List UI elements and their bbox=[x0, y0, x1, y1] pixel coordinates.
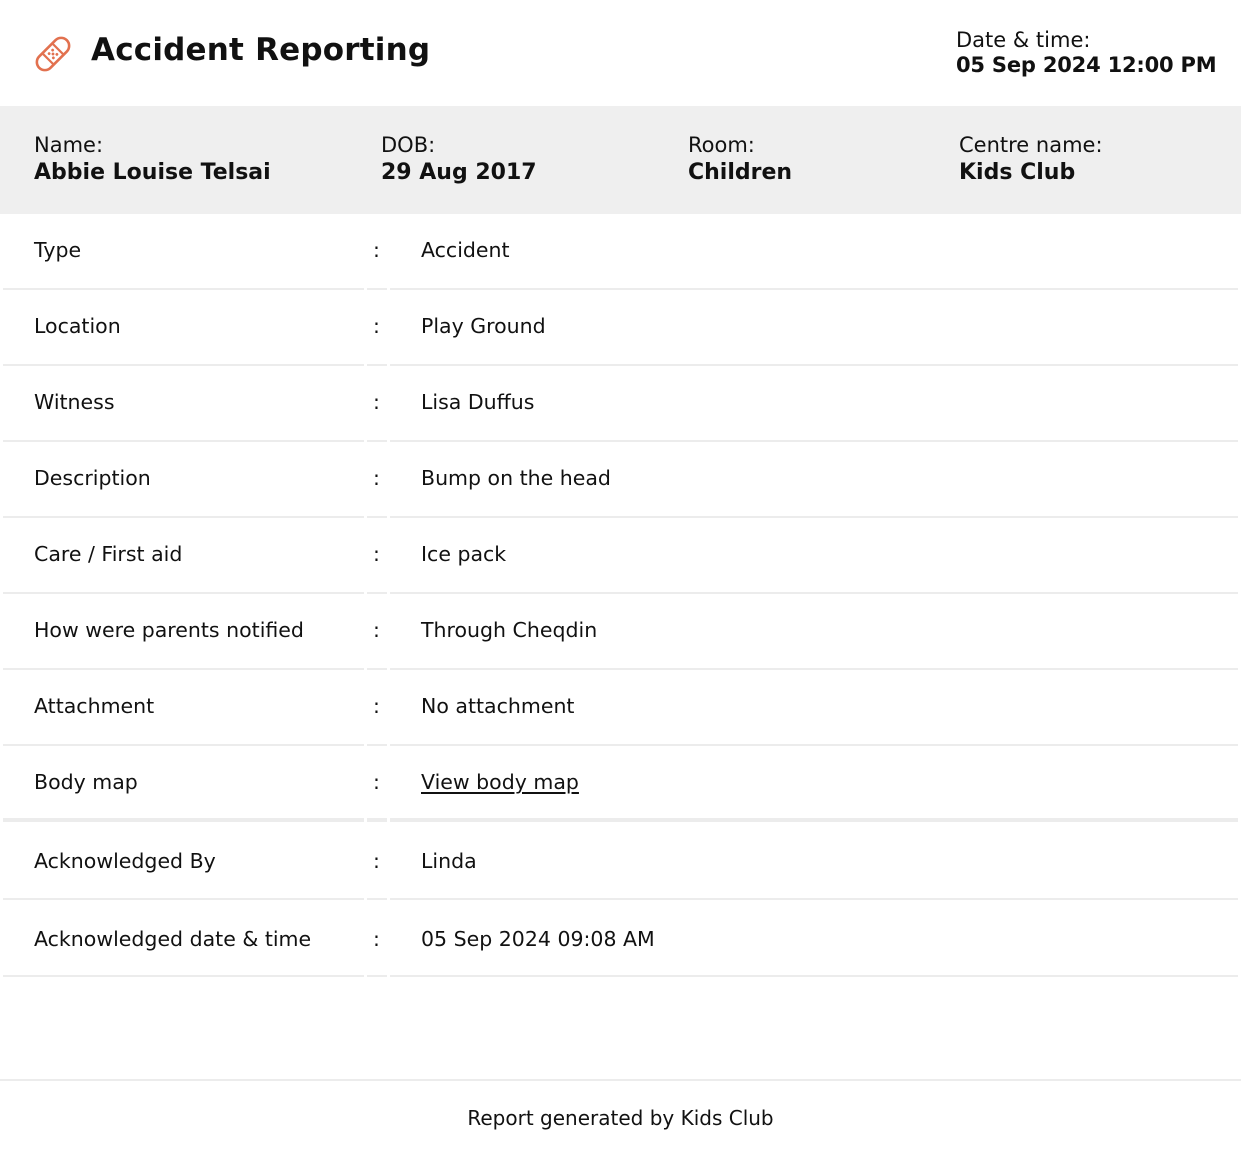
detail-row-type bbox=[0, 214, 1241, 290]
detail-row-acknowledged-by bbox=[0, 822, 1241, 900]
detail-separator: : bbox=[373, 770, 380, 794]
detail-separator: : bbox=[373, 390, 380, 414]
child-name bbox=[34, 132, 271, 188]
detail-separator: : bbox=[373, 849, 380, 873]
details-table bbox=[0, 214, 1241, 977]
child-name-label: Name: bbox=[34, 133, 104, 157]
room-value: Children bbox=[688, 160, 793, 185]
detail-label: How were parents notified bbox=[34, 618, 304, 642]
detail-separator: : bbox=[373, 927, 380, 951]
detail-label: Type bbox=[34, 238, 82, 262]
centre-name bbox=[959, 132, 1103, 188]
footer-divider bbox=[0, 1079, 1241, 1081]
report-header bbox=[0, 0, 1241, 106]
detail-row-witness bbox=[0, 366, 1241, 442]
child-dob bbox=[381, 132, 537, 188]
detail-value: Bump on the head bbox=[421, 466, 611, 490]
room-label: Room: bbox=[688, 133, 755, 157]
footer-text: Report generated by Kids Club bbox=[467, 1106, 774, 1130]
detail-value: No attachment bbox=[421, 694, 575, 718]
detail-separator: : bbox=[373, 542, 380, 566]
view-body-map-link[interactable]: View body map bbox=[421, 770, 579, 794]
detail-separator: : bbox=[373, 314, 380, 338]
detail-value: Linda bbox=[421, 849, 477, 873]
detail-separator: : bbox=[373, 618, 380, 642]
detail-label: Acknowledged date & time bbox=[34, 927, 312, 951]
detail-row-first-aid bbox=[0, 518, 1241, 594]
detail-value: Accident bbox=[421, 238, 510, 262]
detail-label: Attachment bbox=[34, 694, 155, 718]
detail-label: Care / First aid bbox=[34, 542, 183, 566]
detail-separator: : bbox=[373, 694, 380, 718]
detail-row-parents-notified bbox=[0, 594, 1241, 670]
centre-name-value: Kids Club bbox=[959, 160, 1076, 185]
child-name-value: Abbie Louise Telsai bbox=[34, 160, 271, 185]
detail-value: Play Ground bbox=[421, 314, 546, 338]
detail-row-attachment bbox=[0, 670, 1241, 746]
detail-label: Witness bbox=[34, 390, 115, 414]
detail-row-body-map bbox=[0, 746, 1241, 822]
centre-name-label: Centre name: bbox=[959, 133, 1103, 157]
detail-row-description bbox=[0, 442, 1241, 518]
detail-label: Acknowledged By bbox=[34, 849, 216, 873]
dob-label: DOB: bbox=[381, 133, 436, 157]
detail-separator: : bbox=[373, 238, 380, 262]
detail-value: Through Cheqdin bbox=[421, 618, 598, 642]
child-room bbox=[688, 132, 792, 188]
detail-label: Body map bbox=[34, 770, 138, 794]
detail-separator: : bbox=[373, 466, 380, 490]
child-info-bar bbox=[0, 106, 1241, 214]
detail-value: Ice pack bbox=[421, 542, 507, 566]
detail-row-acknowledged-datetime bbox=[0, 900, 1241, 977]
detail-value: 05 Sep 2024 09:08 AM bbox=[421, 927, 655, 951]
detail-row-location bbox=[0, 290, 1241, 366]
detail-value: Lisa Duffus bbox=[421, 390, 535, 414]
row-divider bbox=[3, 975, 364, 977]
row-divider bbox=[367, 975, 387, 977]
detail-label: Location bbox=[34, 314, 121, 338]
report-datetime-value: 05 Sep 2024 12:00 PM bbox=[956, 53, 1217, 77]
page-title: Accident Reporting bbox=[91, 32, 431, 68]
dob-value: 29 Aug 2017 bbox=[381, 160, 537, 185]
bandage-icon bbox=[32, 33, 74, 75]
row-divider bbox=[390, 975, 1238, 977]
report-datetime-label: Date & time: bbox=[956, 28, 1091, 52]
detail-label: Description bbox=[34, 466, 151, 490]
